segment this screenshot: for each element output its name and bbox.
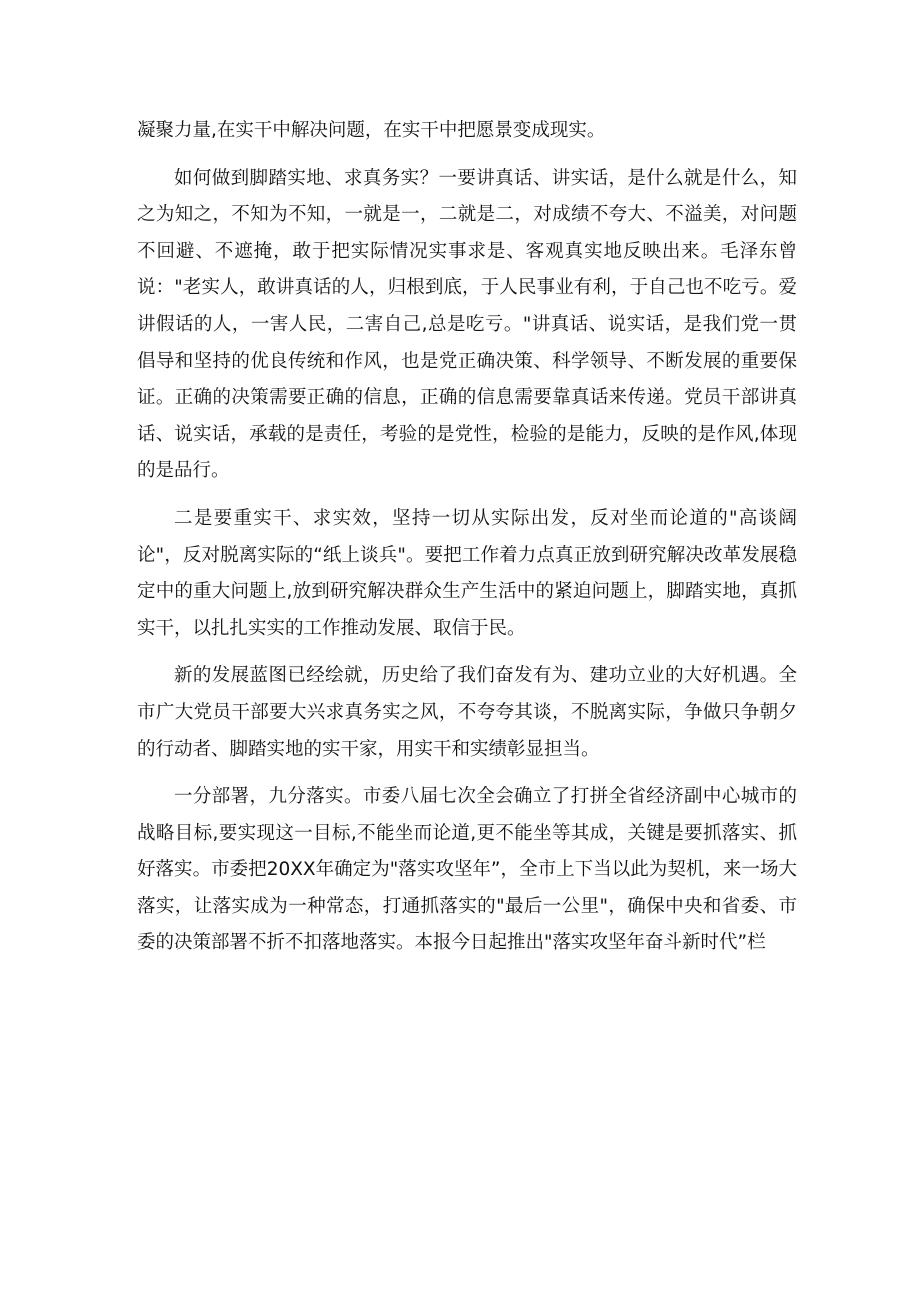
paragraph-continued-from-previous-page: 凝聚力量,在实干中解决问题，在实干中把愿景变成现实。: [137, 120, 606, 141]
paragraph-truth-telling: 如何做到脚踏实地、求真务实？一要讲真话、讲实话，是什么就是什么，知之为知之，不知为不知，一就是一，二就是二，对成绩不夸大、不溢美，对问题不回避、不遮掩，敢于把实际情况实事求是、客观真实地反映出来。毛泽东曾说："老实人，敢讲真话的人，归根到底，于人民事业有利，于自己也不吃亏。爱讲假话的人，一害人民，二害自己,总是吃亏。"讲真话、说实话，是我们党一贯倡导和坚持的优良传统和作风，也是党正确决策、科学领导、不断发展的重要保证。正确的决策需要正确的信息，正确的信息需要靠真话来传递。党员干部讲真话、说实话，承载的是责任，考验的是党性，检验的是能力，反映的是作风,体现的是品行。: [137, 167, 797, 482]
paragraph-implementation: 一分部署，九分落实。市委八届七次全会确立了打拼全省经济副中心城市的战略目标,要实现这一目标,不能坐而论道,更不能坐等其成，关键是要抓落实、抓好落实。市委把20XX年确定为"落实攻坚年”，全市上下当以此为契机，来一场大落实，让落实成为一种常态，打通抓落实的"最后一公里"，确保中央和省委、市委的决策部署不折不扣落地落实。本报今日起推出"落实攻坚年奋斗新时代”栏: [137, 786, 797, 954]
document-body: [137, 113, 797, 962]
paragraph-practical-work: 二是要重实干、求实效，坚持一切从实际出发，反对坐而论道的"高谈阔论"，反对脱离实际的“纸上谈兵"。要把工作着力点真正放到研究解决改革发展稳定中的重大问题上,放到研究解决群众生产生活中的紧迫问题上，脚踏实地，真抓实干，以扎扎实实的工作推动发展、取信于民。: [137, 507, 797, 639]
paragraph-development-blueprint: 新的发展蓝图已经绘就，历史给了我们奋发有为、建功立业的大好机遇。全市广大党员干部要大兴求真务实之风，不夸夸其谈，不脱离实际，争做只争朝夕的行动者、脚踏实地的实干家，用实干和实绩彰显担当。: [137, 665, 797, 760]
